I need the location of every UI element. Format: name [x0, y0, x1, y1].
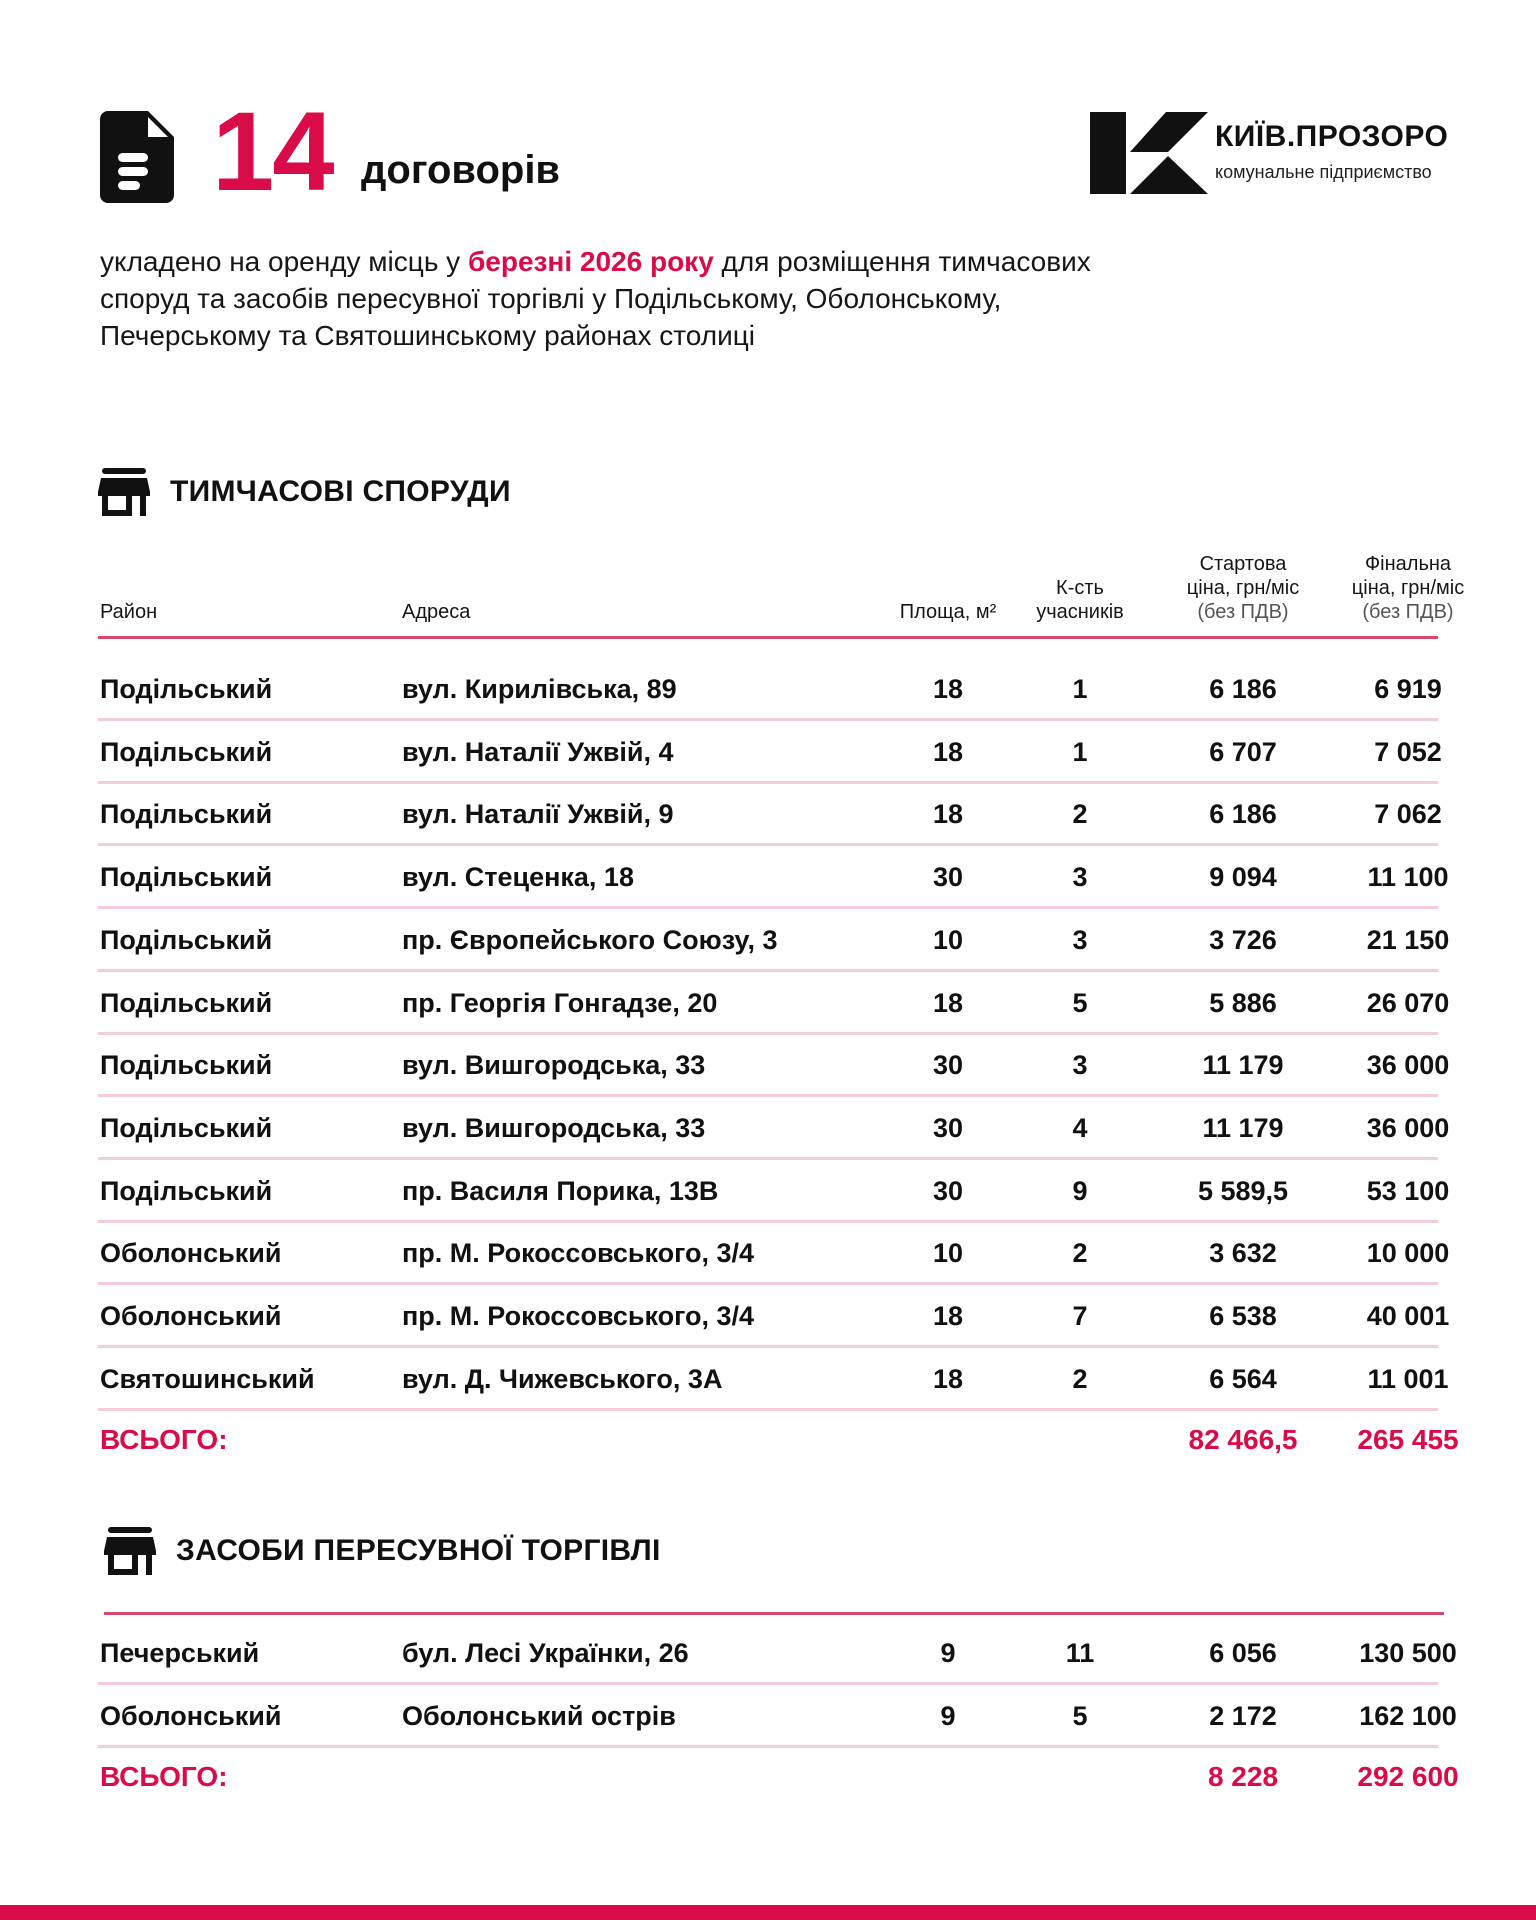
cell-address: пр. М. Рокоссовського, 3/4: [402, 1301, 755, 1331]
logo: [1090, 112, 1460, 194]
header-final-price-line3: (без ПДВ): [1362, 601, 1454, 623]
total-start-price: 82 466,5: [1188, 1424, 1298, 1456]
cell-address: вул. Наталії Ужвій, 9: [402, 799, 674, 830]
cell-area: 30: [932, 862, 964, 893]
cell-address: пр. Василя Порика, 13В: [402, 1175, 719, 1206]
cell-address: пр. М. Рокоссовського, 3/4: [402, 1238, 755, 1269]
cell-final-price: 26 070: [1366, 987, 1450, 1018]
cell-district: Оболонський: [100, 1301, 282, 1331]
table-row: [98, 1220, 1450, 1285]
header-participants: [1010, 576, 1150, 624]
total-label: ВСЬОГО:: [100, 1761, 228, 1793]
total-final-price: 292 600: [1357, 1761, 1459, 1793]
cell-district: Оболонський: [100, 1700, 282, 1731]
header-final-price-line1: Фінальна: [1364, 553, 1452, 575]
cell-area: 18: [932, 799, 964, 830]
cell-address: пр. Георгія Гонгадзе, 20: [402, 987, 718, 1018]
document-icon: [100, 111, 174, 203]
cell-address: вул. Кирилівська, 89: [402, 674, 677, 704]
header-start-price-line1: Стартова: [1199, 553, 1287, 575]
total-final-price: 265 455: [1357, 1424, 1459, 1456]
table-row: [98, 1620, 1457, 1685]
cell-final-price: 7 062: [1374, 799, 1442, 830]
table-row: [98, 656, 1442, 721]
cell-district: Подільський: [100, 736, 273, 767]
header-start-price: [1148, 552, 1338, 624]
cell-start-price: 6 564: [1209, 1363, 1277, 1394]
contract-count-label: договорів: [361, 148, 561, 192]
total-start-price: 8 228: [1207, 1761, 1279, 1793]
cell-final-price: 36 000: [1366, 1112, 1450, 1143]
cell-area: 9: [940, 1700, 956, 1731]
cell-address: бул. Лесі Українки, 26: [402, 1638, 689, 1668]
cell-start-price: 5 589,5: [1197, 1175, 1289, 1206]
cell-address: вул. Вишгородська, 33: [402, 1050, 706, 1081]
cell-area: 9: [940, 1638, 956, 1668]
logo-name: КИЇВ.ПРОЗОРО: [1215, 120, 1449, 153]
header-area: Площа, м²: [899, 601, 997, 623]
cell-area: 18: [932, 1301, 964, 1331]
cell-address: вул. Вишгородська, 33: [402, 1112, 706, 1143]
cell-district: Подільський: [100, 1175, 273, 1206]
header-final-price: [1313, 552, 1503, 624]
cell-final-price: 162 100: [1359, 1700, 1457, 1731]
cell-area: 30: [932, 1050, 964, 1081]
cell-start-price: 11 179: [1202, 1112, 1284, 1143]
cell-participants: 9: [1072, 1175, 1088, 1206]
cell-final-price: 11 001: [1367, 1363, 1449, 1394]
cell-final-price: 36 000: [1366, 1050, 1450, 1081]
cell-area: 10: [932, 924, 964, 955]
cell-area: 10: [932, 1238, 964, 1269]
table-row: [98, 719, 1442, 784]
cell-final-price: 40 001: [1366, 1301, 1450, 1331]
cell-start-price: 6 707: [1209, 736, 1277, 767]
table-row: [98, 781, 1442, 846]
cell-area: 18: [932, 987, 964, 1018]
contract-count: 14: [212, 89, 333, 214]
cell-participants: 7: [1072, 1301, 1088, 1331]
cell-start-price: 6 056: [1209, 1638, 1277, 1668]
cell-participants: 2: [1072, 1363, 1088, 1394]
intro-text: [100, 243, 1100, 354]
cell-start-price: 11 179: [1202, 1050, 1284, 1081]
cell-district: Подільський: [100, 799, 273, 830]
cell-final-price: 53 100: [1366, 1175, 1450, 1206]
cell-address: вул. Стеценка, 18: [402, 862, 634, 893]
cell-start-price: 3 632: [1209, 1238, 1277, 1269]
cell-participants: 3: [1072, 924, 1088, 955]
intro-highlight: березні 2026 року: [467, 246, 714, 277]
table-row: [98, 970, 1450, 1035]
section-title-text: ЗАСОБИ ПЕРЕСУВНОЇ ТОРГІВЛІ: [176, 1534, 661, 1567]
intro-part1: укладено на оренду місць у: [100, 246, 468, 277]
table-row: [98, 1346, 1449, 1411]
cell-district: Святошинський: [100, 1363, 315, 1394]
cell-participants: 3: [1072, 1050, 1088, 1081]
table-row: [98, 844, 1449, 909]
shop-icon: [104, 1527, 156, 1575]
cell-start-price: 6 186: [1209, 799, 1277, 830]
cell-district: Подільський: [100, 674, 273, 704]
footer-bar: [0, 1905, 1536, 1920]
cell-final-price: 6 919: [1374, 674, 1442, 704]
logo-subtitle: комунальне підприємство: [1215, 162, 1432, 182]
section2-header-rule: [104, 1612, 1444, 1615]
header-participants-line1: К-сть: [1056, 577, 1104, 599]
cell-participants: 2: [1072, 1238, 1088, 1269]
cell-district: Подільський: [100, 862, 273, 893]
table-row: [98, 1032, 1450, 1097]
cell-participants: 4: [1072, 1112, 1088, 1143]
header-start-price-line2: ціна, грн/міс: [1186, 577, 1300, 599]
header-start-price-line3: (без ПДВ): [1197, 601, 1289, 623]
cell-district: Оболонський: [100, 1238, 282, 1269]
table-row: [98, 907, 1450, 972]
header-final-price-line2: ціна, грн/міс: [1351, 577, 1465, 599]
cell-start-price: 5 886: [1209, 987, 1277, 1018]
cell-address: вул. Д. Чижевського, 3А: [402, 1363, 723, 1394]
cell-participants: 3: [1072, 862, 1088, 893]
cell-start-price: 2 172: [1209, 1700, 1277, 1731]
header-address: Адреса: [402, 601, 471, 623]
total-row: [98, 1745, 1459, 1805]
intro-part2: для розміщення тимчасових споруд та засобів пересувної торгівлі у Подільському, Оболонському, Печерському та Святошинському районах столиці: [100, 246, 1091, 351]
table-row: [98, 1158, 1450, 1223]
cell-district: Подільський: [100, 924, 273, 955]
cell-final-price: 10 000: [1366, 1238, 1450, 1269]
cell-participants: 2: [1072, 799, 1088, 830]
cell-start-price: 6 186: [1209, 674, 1277, 704]
table-row: [98, 1683, 1457, 1748]
table-row: [98, 1095, 1450, 1160]
cell-participants: 5: [1072, 1700, 1088, 1731]
section-title-text: ТИМЧАСОВІ СПОРУДИ: [170, 475, 511, 508]
cell-district: Подільський: [100, 1112, 273, 1143]
cell-final-price: 130 500: [1359, 1638, 1457, 1668]
cell-area: 30: [932, 1175, 964, 1206]
cell-address: Оболонський острів: [402, 1700, 676, 1731]
cell-start-price: 3 726: [1209, 924, 1277, 955]
cell-participants: 1: [1072, 736, 1088, 767]
table-row: [98, 1283, 1450, 1348]
cell-area: 18: [932, 736, 964, 767]
cell-start-price: 6 538: [1209, 1301, 1277, 1331]
cell-address: вул. Наталії Ужвій, 4: [402, 736, 674, 767]
shop-icon: [98, 468, 150, 516]
cell-final-price: 11 100: [1367, 862, 1449, 893]
cell-district: Подільський: [100, 987, 273, 1018]
section-title-mobile-trade: [104, 1527, 661, 1575]
cell-final-price: 21 150: [1366, 924, 1450, 955]
header-district: Район: [100, 601, 158, 623]
cell-participants: 5: [1072, 987, 1088, 1018]
cell-district: Печерський: [100, 1638, 260, 1668]
cell-district: Подільський: [100, 1050, 273, 1081]
table-header: [98, 553, 1465, 639]
section-title-temporary-structures: [98, 468, 511, 516]
cell-participants: 11: [1065, 1638, 1095, 1668]
cell-area: 30: [932, 1112, 964, 1143]
cell-area: 18: [932, 674, 964, 704]
cell-start-price: 9 094: [1209, 862, 1277, 893]
cell-participants: 1: [1072, 674, 1088, 704]
total-label: ВСЬОГО:: [100, 1424, 228, 1456]
cell-address: пр. Європейського Союзу, 3: [402, 924, 778, 955]
cell-area: 18: [932, 1363, 964, 1394]
header-participants-line2: учасників: [1036, 601, 1124, 623]
kyiv-prozoro-logo-icon: [1090, 112, 1208, 194]
total-row: [98, 1408, 1459, 1468]
cell-final-price: 7 052: [1374, 736, 1442, 767]
